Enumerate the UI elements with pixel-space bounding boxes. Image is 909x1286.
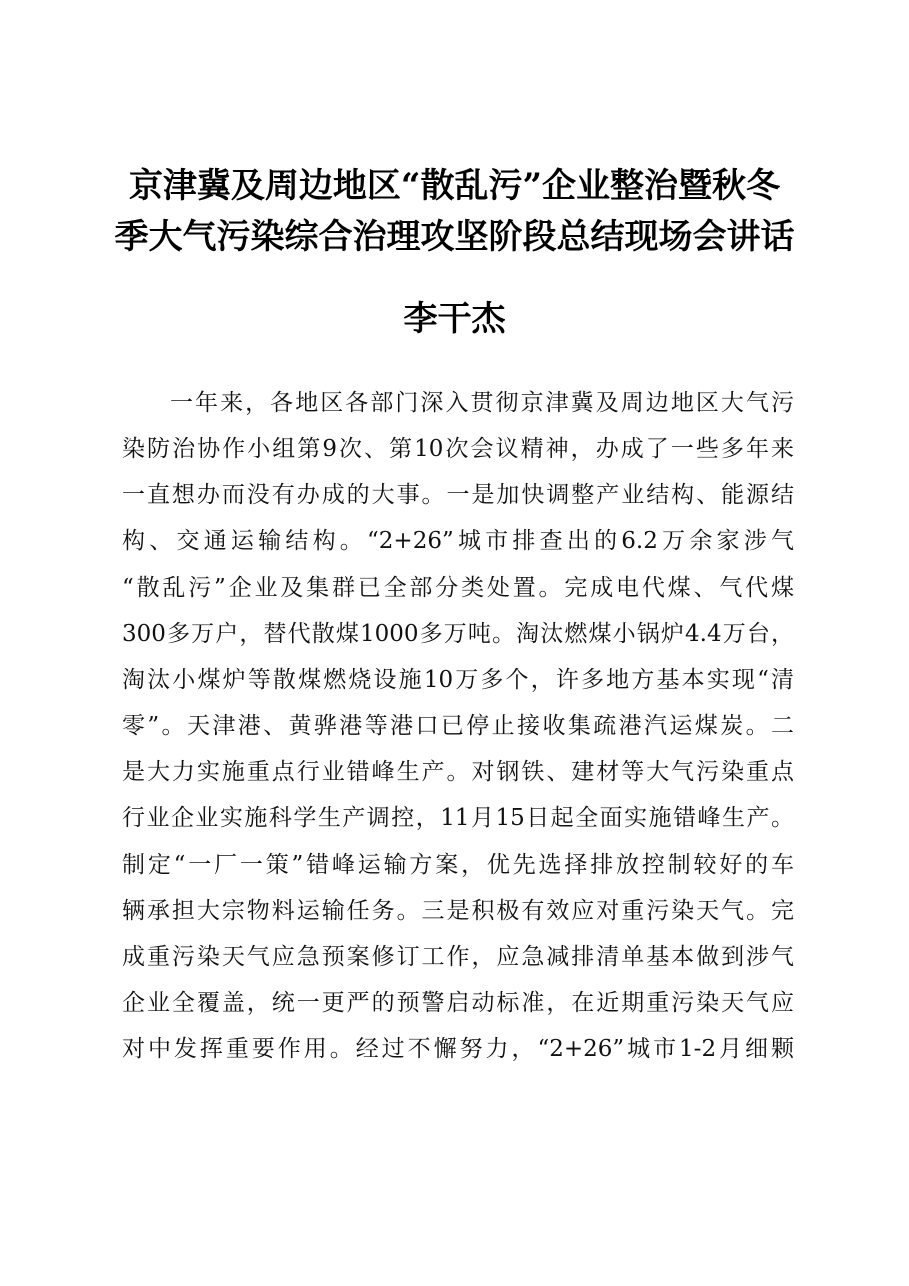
body-text-line: 淘汰小煤炉等散煤燃烧设施10万多个，许多地方基本实现“清: [122, 667, 794, 693]
body-text-line: 制定“一厂一策”错峰运输方案，优先选择排放控制较好的车: [122, 852, 794, 878]
body-text-line: 一直想办而没有办成的大事。一是加快调整产业结构、能源结: [122, 482, 794, 508]
body-text-line: 300多万户，替代散煤1000多万吨。淘汰燃煤小锅炉4.4万台，: [122, 621, 794, 647]
body-text-line: 是大力实施重点行业错峰生产。对钢铁、建材等大气污染重点: [122, 759, 794, 785]
document-title-line-1: 京津冀及周边地区“散乱污”企业整治暨秋冬: [128, 166, 781, 206]
body-text-line: 一年来，各地区各部门深入贯彻京津冀及周边地区大气污: [170, 390, 794, 416]
body-text-line: 成重污染天气应急预案修订工作，应急减排清单基本做到涉气: [122, 944, 794, 970]
body-text-line: 企业全覆盖，统一更严的预警启动标准，在近期重污染天气应: [122, 990, 794, 1016]
body-text-line: 对中发挥重要作用。经过不懈努力，“2+26”城市1-2月细颗: [122, 1036, 794, 1062]
body-text-line: 构、交通运输结构。“2+26”城市排查出的6.2万余家涉气: [122, 528, 794, 554]
body-text-line: 染防治协作小组第9次、第10次会议精神，办成了一些多年来: [122, 436, 794, 462]
body-text-line: 行业企业实施科学生产调控，11月15日起全面实施错峰生产。: [122, 805, 794, 831]
body-text-line: 辆承担大宗物料运输任务。三是积极有效应对重污染天气。完: [122, 898, 794, 924]
author-name: 李干杰: [403, 299, 506, 339]
body-text-line: “散乱污”企业及集群已全部分类处置。完成电代煤、气代煤: [122, 575, 794, 601]
body-text-line: 零”。天津港、黄骅港等港口已停止接收集疏港汽运煤炭。二: [122, 713, 794, 739]
document-title-line-2: 季大气污染综合治理攻坚阶段总结现场会讲话: [114, 217, 795, 257]
